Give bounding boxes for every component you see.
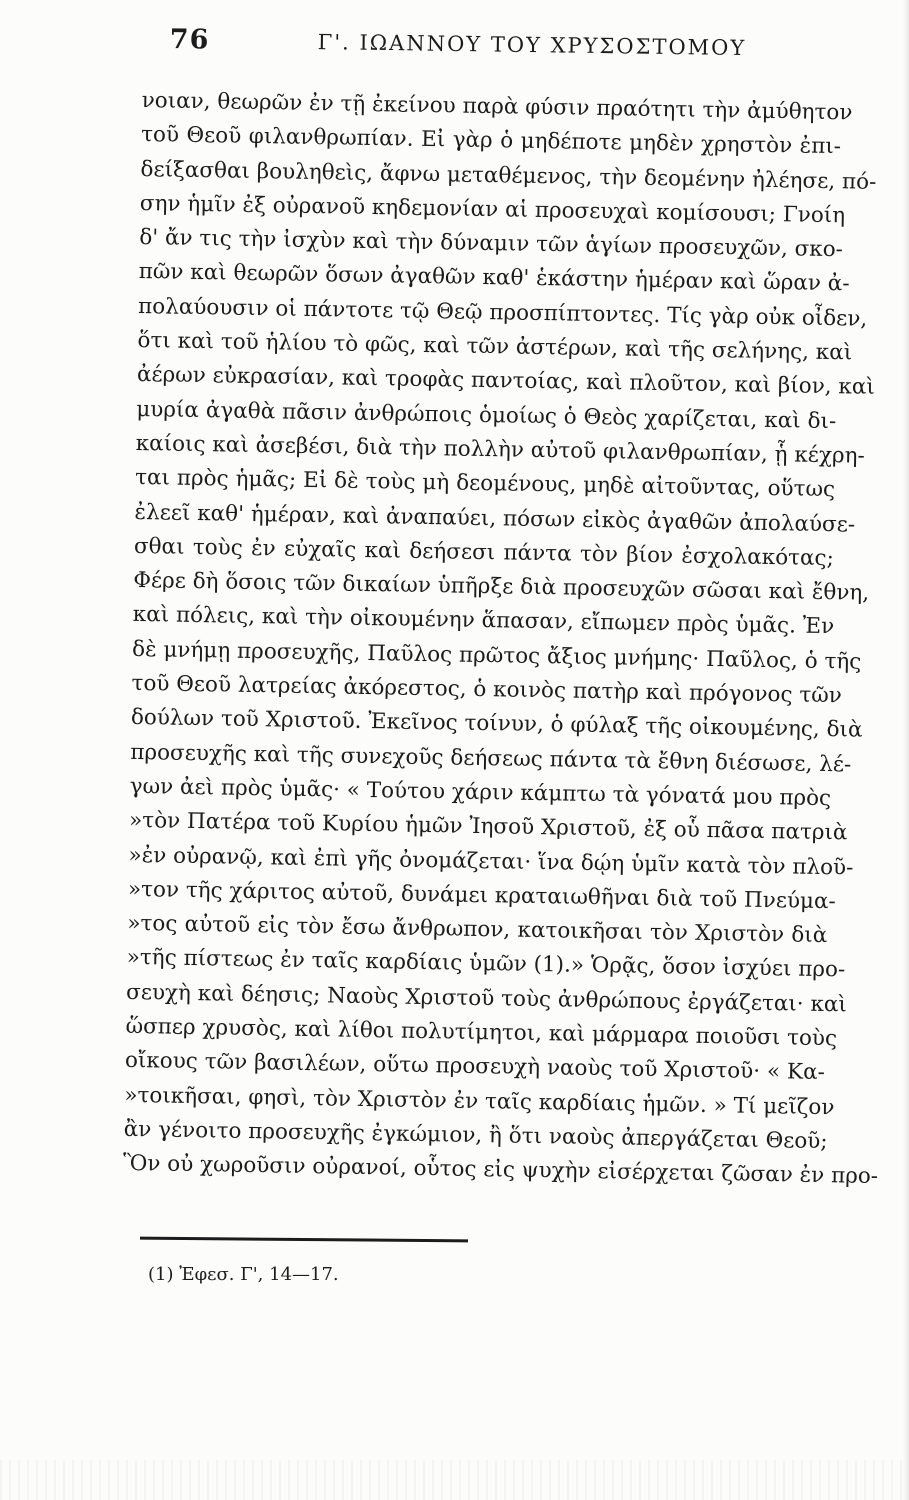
text-line: ὥσπερ χρυσὸς, καὶ λίθοι πολυτίμητοι, καὶ μάρμαρα ποιοῦσι τοὺς (125, 1013, 838, 1052)
text-line: ἀέρων εὐκρασίαν, καὶ τροφὰς παντοίας, καὶ πλοῦτον, καὶ βίον, καὶ (136, 362, 876, 401)
text-line: καὶ πόλεις, καὶ τὴν οἰκουμένην ἅπασαν, εἴπωμεν πρὸς ὑμᾶς. Ἐν (132, 602, 835, 640)
scan-noise (0, 1460, 909, 1500)
text-line: ὅτι καὶ τοῦ ἡλίου τὸ φῶς, καὶ τῶν ἀστέρων, καὶ τῆς σελήνης, καὶ (137, 328, 853, 366)
text-line: ἐλεεῖ καθ' ἡμέραν, καὶ ἀναπαύει, πόσων εἰκὸς ἀγαθῶν ἀπολαύσε- (134, 499, 856, 538)
text-line: »τοικῆσαι, φησὶ, τὸν Χριστὸν ἐν ταῖς καρδίαις ἡμῶν. » Τί μεῖζον (124, 1082, 835, 1120)
text-line: »τον τῆς χάριτος αὐτοῦ, δυνάμει κραταιωθῆναι διὰ τοῦ Πνεύμα- (127, 876, 836, 915)
text-line: Φέρε δὴ ὅσοις τῶν δικαίων ὑπῆρξε διὰ προσευχῶν σῶσαι καὶ ἔθνη, (133, 568, 870, 606)
page-header (169, 24, 747, 82)
footnote-divider (140, 1237, 468, 1243)
text-line: ἂν γένοιτο προσευχῆς ἐγκώμιον, ἢ ὅτι ναοὺς ἀπεργάζεται Θεοῦ; (123, 1116, 828, 1155)
text-line: »τῆς πίστεως ἐν ταῖς καρδίαις ὑμῶν (1).» Ὁρᾷς, ὅσον ἰσχύει προ- (126, 945, 846, 983)
text-line: καίοις καὶ ἀσεβέσι, διὰ τὴν πολλὴν αὐτοῦ φιλανθρωπίαν, ᾗ κέχρη- (135, 430, 865, 469)
text-line: ται πρὸς ἡμᾶς; Εἰ δὲ τοὺς μὴ δεομένους, μηδὲ αἰτοῦντας, οὕτως (134, 465, 836, 503)
text-line: προσευχῆς καὶ τῆς συνεχοῦς δεήσεως πάντα τὰ ἔθνη διέσωσε, λέ- (130, 739, 852, 778)
text-line: πολαύουσιν οἱ πάντοτε τῷ Θεῷ προσπίπτοντες. Τίς γὰρ οὐκ οἶδεν, (137, 293, 868, 332)
text-line: σην ἡμῖν ἐξ οὐρανοῦ κηδεμονίαν αἱ προσευχαὶ κομίσουσι; Γνοίη (139, 190, 846, 229)
text-line: τοῦ Θεοῦ φιλανθρωπίαν. Εἰ γὰρ ὁ μηδέποτε μηδὲν χρηστὸν ἐπι- (140, 122, 842, 160)
text-line: μυρία ἀγαθὰ πᾶσιν ἀνθρώποις ὁμοίως ὁ Θεὸς χαρίζεται, καὶ δι- (136, 396, 837, 434)
text-line: »τος αὐτοῦ εἰς τὸν ἔσω ἄνθρωπον, κατοικῆσαι τὸν Χριστὸν διὰ (127, 910, 828, 949)
page-edge-shadow (903, 0, 909, 1500)
text-line: οἴκους τῶν βασιλέων, οὕτω προσευχὴ ναοὺς τοῦ Χριστοῦ· « Κα- (124, 1048, 826, 1086)
text-line: σευχὴ καὶ δέησις; Ναοὺς Χριστοῦ τοὺς ἀνθρώπους ἐργάζεται· καὶ (125, 979, 848, 1018)
text-line: δείξασθαι βουληθεὶς, ἄφνω μεταθέμενος, τὴν δεομένην ἠλέησε, πό- (140, 156, 877, 195)
text-line: »τὸν Πατέρα τοῦ Κυρίου ἡμῶν Ἰησοῦ Χριστοῦ, ἐξ οὗ πᾶσα πατριὰ (128, 808, 848, 846)
text-line: τοῦ Θεοῦ λατρείας ἀκόρεστος, ὁ κοινὸς πατὴρ καὶ πρόγονος τῶν (131, 670, 843, 709)
body-text (122, 84, 879, 1194)
text-line: σθαι τοὺς ἐν εὐχαῖς καὶ δεήσεσι πάντα τὸν βίον ἐσχολακότας; (133, 533, 835, 572)
footnote: (1) Ἐφεσ. Γ', 14—17. (148, 1264, 339, 1285)
text-line: νοιαν, θεωρῶν ἐν τῇ ἐκείνου παρὰ φύσιν πραότητι τὴν ἀμύθητον (141, 87, 853, 126)
text-line: »ἐν οὐρανῷ, καὶ ἐπὶ γῆς ὀνομάζεται· ἵνα δῴη ὑμῖν κατὰ τὸν πλοῦ- (128, 842, 854, 881)
running-head: Γ'. ΙΩΑΝΝΟΥ ΤΟΥ ΧΡΥΣΟΣΤΟΜΟΥ (317, 30, 747, 61)
text-line: γων ἀεὶ πρὸς ὑμᾶς· « Τούτου χάριν κάμπτω τὰ γόνατά μου πρὸς (129, 773, 832, 812)
text-line: Ὃν οὐ χωροῦσιν οὐρανοί, οὗτος εἰς ψυχὴν εἰσέρχεται ζῶσαν ἐν προ- (122, 1151, 879, 1190)
text-line: πῶν καὶ θεωρῶν ὅσων ἀγαθῶν καθ' ἑκάστην ἡμέραν καὶ ὥραν ἀ- (138, 259, 850, 297)
text-line: δ' ἄν τις τὴν ἰσχὺν καὶ τὴν δύναμιν τῶν ἁγίων προσευχῶν, σκο- (139, 225, 844, 263)
text-line: δούλων τοῦ Χριστοῦ. Ἐκεῖνος τοίνυν, ὁ φύλαξ τῆς οἰκουμένης, διὰ (130, 705, 863, 744)
page-number: 76 (169, 24, 210, 56)
text-line: δὲ μνήμῃ προσευχῆς, Παῦλος πρῶτος ἄξιος μνήμης· Παῦλος, ὁ τῆς (131, 636, 862, 675)
